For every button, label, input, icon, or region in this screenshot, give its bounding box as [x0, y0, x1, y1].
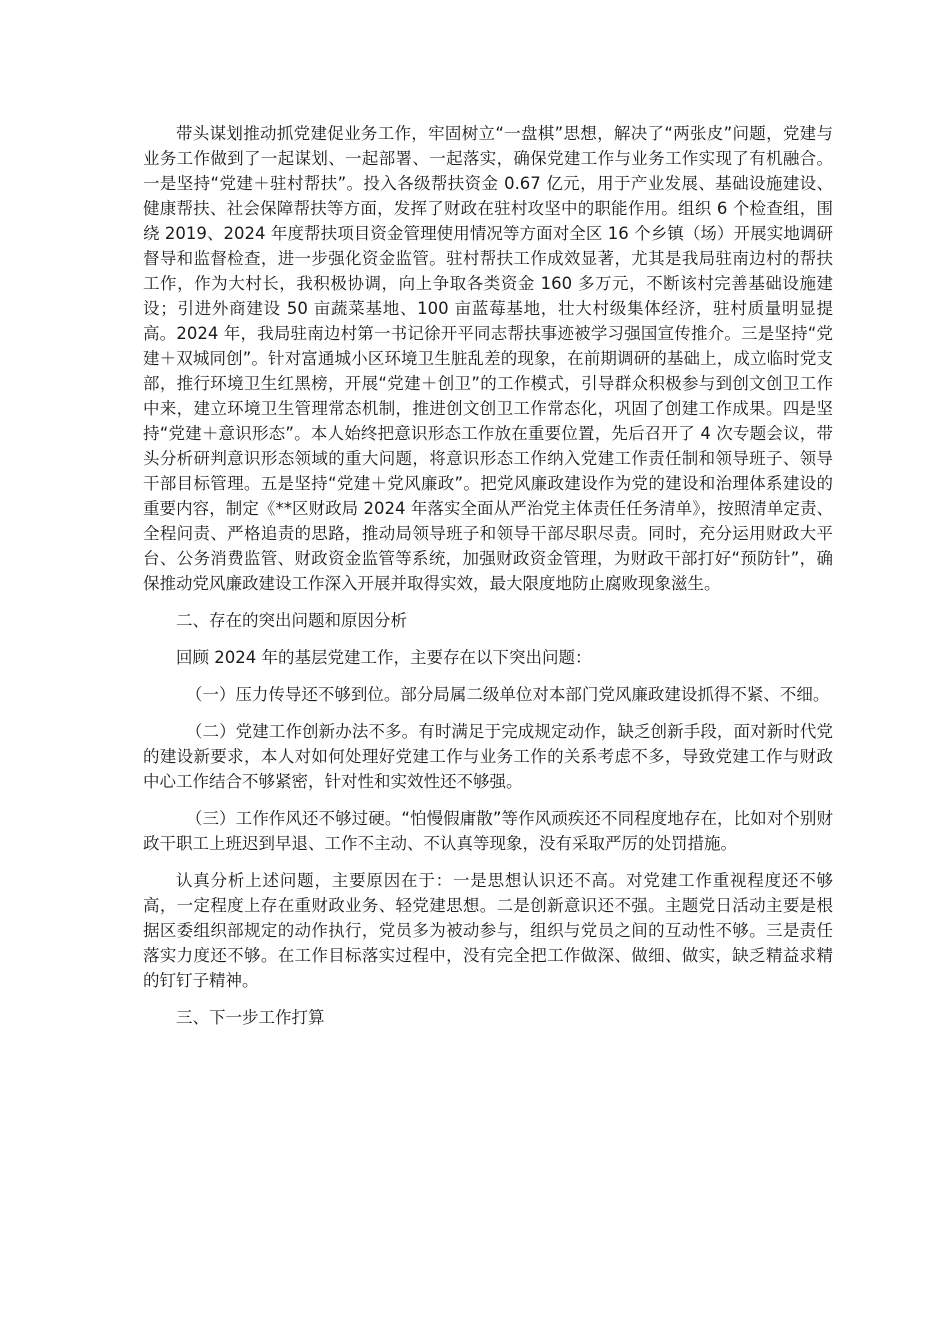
- section-heading-next-steps: 三、下一步工作打算: [176, 1008, 325, 1027]
- paragraph-review-intro: 回顾 2024 年的基层党建工作，主要存在以下突出问题：: [176, 648, 592, 667]
- paragraph-cause-analysis: 认真分析上述问题，主要原因在于：一是思想认识还不高。对党建工作重视程度还不够高，一定程度上存在重财政业务、轻党建思想。二是创新意识还不强。主题党日活动主要是根据区委组织部规定的动作执行，党员多为被动参与，组织与党员之间的互动性不够。三是责任落实力度还不够。在工作目标落实过程中，没有完全把工作做深、做细、做实，缺乏精益求精的钉钉子精神。: [143, 871, 833, 990]
- document-page: [143, 121, 833, 1042]
- paragraph-problem-1: （一）压力传导还不够到位。部分局属二级单位对本部门党风廉政建设抓得不紧、不细。: [185, 685, 830, 704]
- paragraph-party-building-achievements: 带头谋划推动抓党建促业务工作，牢固树立“一盘棋”思想，解决了“两张皮”问题，党建与业务工作做到了一起谋划、一起部署、一起落实，确保党建工作与业务工作实现了有机融合。一是坚持“党建＋驻村帮扶”。投入各级帮扶资金 0.67 亿元，用于产业发展、基础设施建设、健康帮扶、社会保障帮扶等方面，发挥了财政在驻村攻坚中的职能作用。组织 6 个检查组，围绕 2019、2024 年度帮扶项目资金管理使用情况等方面对全区 16 个乡镇（场）开展实地调研督导和监督检查，进一步强化资金监管。驻村帮扶工作成效显著，尤其是我局驻南边村的帮扶工作，作为大村长，我积极协调，向上争取各类资金 160 多万元，不断该村完善基础设施建设；引进外商建设 50 亩蔬菜基地、100 亩蓝莓基地，壮大村级集体经济，驻村质量明显提高。2024 年，我局驻南边村第一书记徐开平同志帮扶事迹被学习强国宣传推介。三是坚持“党建＋双城同创”。针对富通城小区环境卫生脏乱差的现象，在前期调研的基础上，成立临时党支部，推行环境卫生红黑榜，开展“党建＋创卫”的工作模式，引导群众积极参与到创文创卫工作中来，建立环境卫生管理常态机制，推进创文创卫工作常态化，巩固了创建工作成果。四是坚持“党建＋意识形态”。本人始终把意识形态工作放在重要位置，先后召开了 4 次专题会议，带头分析研判意识形态领域的重大问题，将意识形态工作纳入党建工作责任制和领导班子、领导干部目标管理。五是坚持“党建＋党风廉政”。把党风廉政建设作为党的建设和治理体系建设的重要内容，制定《**区财政局 2024 年落实全面从严治党主体责任任务清单》，按照清单定责、全程问责、严格追责的思路，推动局领导班子和领导干部尽职尽责。同时，充分运用财政大平台、公务消费监管、财政资金监管等系统，加强财政资金管理，为财政干部打好“预防针”，确保推动党风廉政建设工作深入开展并取得实效，最大限度地防止腐败现象滋生。: [143, 124, 833, 593]
- paragraph-problem-2: （二）党建工作创新办法不多。有时满足于完成规定动作，缺乏创新手段，面对新时代党的建设新要求，本人对如何处理好党建工作与业务工作的关系考虑不多，导致党建工作与财政中心工作结合不够紧密，针对性和实效性还不够强。: [143, 722, 833, 791]
- section-heading-problems: 二、存在的突出问题和原因分析: [176, 611, 407, 630]
- paragraph-problem-3: （三）工作作风还不够过硬。“怕慢假庸散”等作风顽疾还不同程度地存在，比如对个别财政干职工上班迟到早退、工作不主动、不认真等现象，没有采取严厉的处罚措施。: [143, 809, 833, 853]
